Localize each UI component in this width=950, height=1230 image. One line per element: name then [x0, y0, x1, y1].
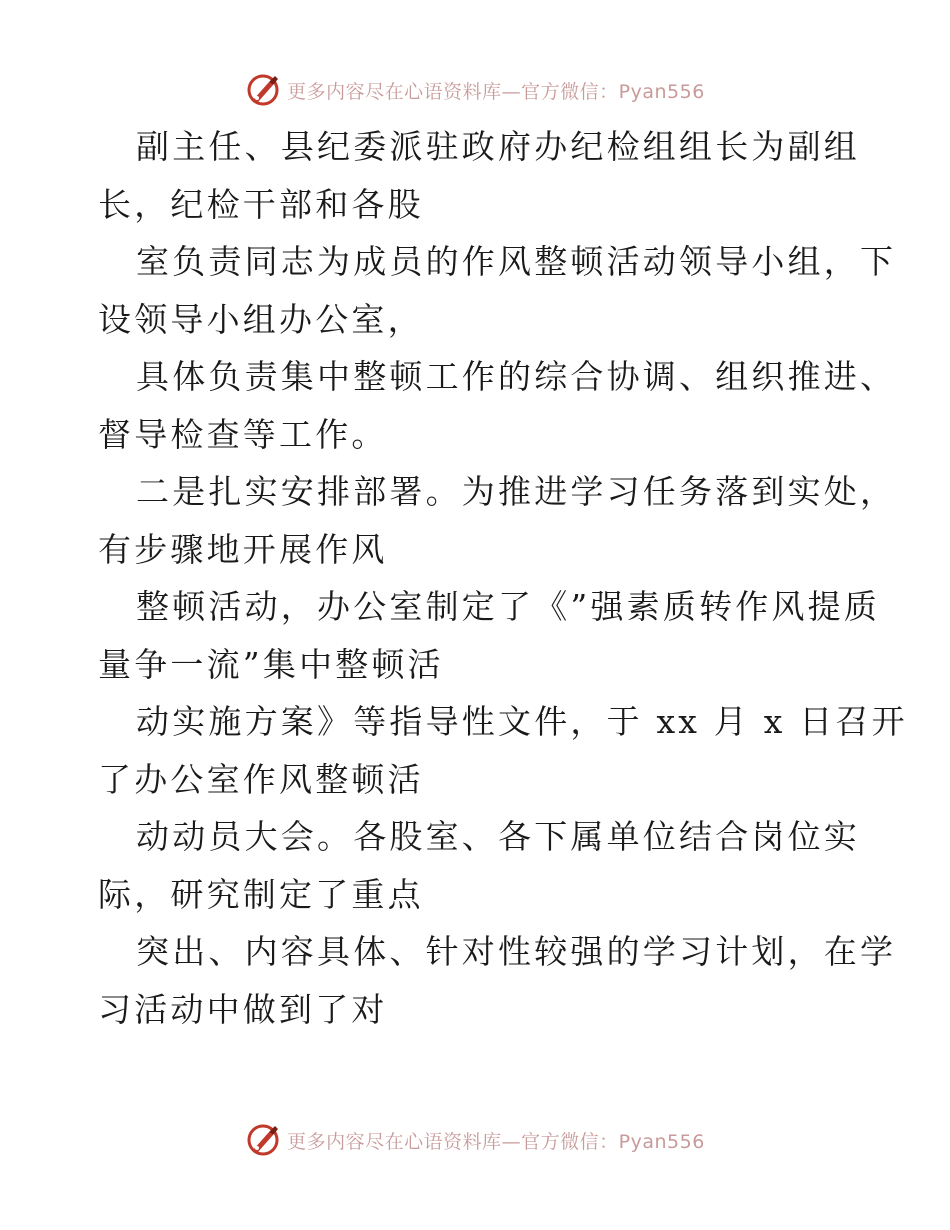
- text-line: 动动员大会。各股室、各下属单位结合岗位实: [136, 817, 860, 856]
- header-watermark: [0, 70, 950, 110]
- text-line: 动实施方案》等指导性文件，于 xx 月 x 日召开: [136, 702, 908, 741]
- pen-logo-icon: [245, 1122, 281, 1158]
- text-line: 长，纪检干部和各股: [98, 184, 424, 224]
- watermark-text: 更多内容尽在心语资料库—官方微信：Pyan556: [287, 1130, 705, 1153]
- text-line: 突出、内容具体、针对性较强的学习计划，在学: [136, 932, 897, 971]
- text-line: 二是扎实安排部署。为推进学习任务落到实处，: [136, 472, 897, 511]
- text-line: 习活动中做到了对: [98, 989, 388, 1029]
- text-line: 有步骤地开展作风: [98, 529, 388, 569]
- pen-logo-icon: [245, 72, 281, 108]
- text-line: 室负责同志为成员的作风整顿活动领导小组，下: [136, 242, 897, 281]
- text-line: 整顿活动，办公室制定了《”强素质转作风提质: [136, 587, 881, 626]
- text-line: 设领导小组办公室，: [98, 299, 424, 339]
- text-line: 际，研究制定了重点: [98, 874, 424, 914]
- text-line: 了办公室作风整顿活: [98, 759, 424, 799]
- text-line: 督导检查等工作。: [98, 414, 388, 454]
- document-body: [98, 118, 908, 1038]
- watermark-text: 更多内容尽在心语资料库—官方微信：Pyan556: [287, 80, 705, 103]
- text-line: 副主任、县纪委派驻政府办纪检组组长为副组: [136, 127, 860, 166]
- footer-watermark: [0, 1120, 950, 1160]
- text-line: 具体负责集中整顿工作的综合协调、组织推进、: [136, 357, 897, 396]
- text-line: 量争一流”集中整顿活: [98, 644, 444, 684]
